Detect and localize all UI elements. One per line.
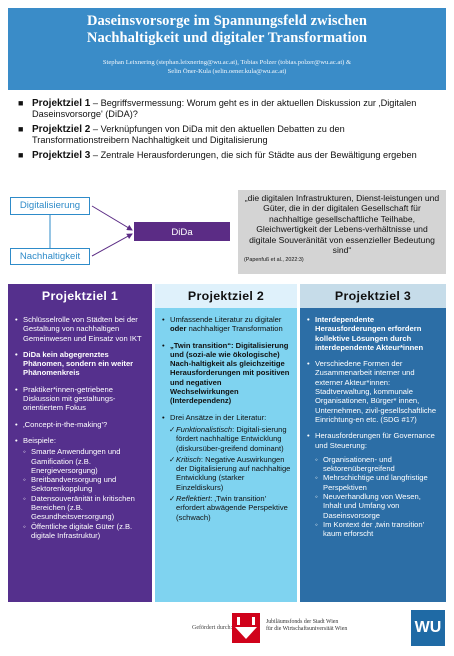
column-body xyxy=(155,308,297,522)
sub-bullet-icon: ✓ xyxy=(169,494,176,504)
item-emphasis: „Twin transition“: xyxy=(170,340,234,350)
authors xyxy=(18,58,436,76)
column-heading: Projektziel 3 xyxy=(300,284,446,308)
quote-text: „die digitalen Infrastrukturen, Dienst-leistungen und Güter, die in der digitalen Gesellschaft für nachhaltige gesellschaftliche Teilhabe, Gleichwertigkeit der Lebens-verhältnisse und digitale Souveränität von essenzieller Bedeutung sind“ xyxy=(244,193,440,256)
bullet-icon: • xyxy=(15,419,18,429)
bullet-icon: ■ xyxy=(18,149,24,160)
box-digitalisierung: Digitalisierung xyxy=(10,197,90,215)
list-item xyxy=(15,315,146,343)
item-text: Umfassende Literatur zu digitaler xyxy=(170,315,282,324)
sub-bullet-icon: ◦ xyxy=(23,493,26,503)
bullet-icon: • xyxy=(15,315,18,324)
goal-name: Projektziel 1 xyxy=(32,98,91,109)
item-text: Schlüsselrolle von Städten bei der Gestaltung von nachhaltigen Gemeinwesen und Einsatz von IKT xyxy=(23,315,142,343)
quote-source: (Papenfuß et al., 2022:3) xyxy=(244,257,304,264)
sub-item-text: : Negative Auswirkungen der Digitalisierung auf nachhaltige Entwicklung (starker Einzeldiskurs) xyxy=(176,454,291,492)
goal-item-2 xyxy=(18,124,438,146)
wu-logo-icon: WU xyxy=(411,610,445,646)
column-heading: Projektziel 1 xyxy=(8,284,152,308)
column-projektziel-3 xyxy=(300,284,446,602)
item-text: Praktiker*innen-getriebene Diskussion mit gestaltungs-orientiertem Fokus xyxy=(23,384,116,413)
list-item xyxy=(15,436,146,445)
sub-list-item xyxy=(307,520,440,539)
definition-quote xyxy=(238,190,446,274)
authors-line-2: Selin Öner-Kula (selin.oener.kula@wu.ac.at) xyxy=(167,68,287,75)
list-item xyxy=(162,341,291,406)
sub-bullet-icon: ◦ xyxy=(315,519,318,529)
bullet-icon: ■ xyxy=(18,123,24,134)
sub-bullet-icon: ◦ xyxy=(315,492,318,502)
goal-text: – Zentrale Herausforderungen, die sich für Städte aus der Bewältigung ergeben xyxy=(90,149,417,160)
item-text: Verschiedene Formen der Zusammenarbeit interner und externer Akteur*innen: Stadtverwaltung, kommunale Organisationen, Bürger* innen, Unternehmen, zivil-gesellschaftliche Einrichtung-en etc. (SDG #17) xyxy=(315,359,437,424)
bullet-icon: • xyxy=(15,349,18,359)
sub-list-item xyxy=(15,522,146,541)
list-item xyxy=(162,315,291,334)
project-goals-list xyxy=(18,98,438,165)
list-item xyxy=(307,315,440,352)
goal-item-3 xyxy=(18,150,438,161)
jubilaeumsfonds-text xyxy=(266,619,347,633)
sub-item-text: Smarte Anwendungen und Gamification (z.B. Energieversorgung) xyxy=(31,447,121,475)
column-heading: Projektziel 2 xyxy=(155,284,297,308)
sub-item-text: Breitbandversorgung und Sektorenkopplung xyxy=(31,475,117,494)
item-text: Beispiele: xyxy=(23,435,56,445)
bullet-icon: ■ xyxy=(18,98,24,108)
poster-title xyxy=(18,13,436,47)
concept-diagram xyxy=(8,188,234,272)
sub-list-item xyxy=(162,494,291,522)
sub-bullet-icon: ◦ xyxy=(23,475,26,485)
sub-item-text: Im Kontext der ‚twin transition' kaum erforscht xyxy=(323,519,425,539)
sub-bullet-icon: ◦ xyxy=(315,454,318,464)
sub-list-item xyxy=(307,455,440,474)
list-item xyxy=(15,420,146,429)
title-line-2: Nachhaltigkeit und digitaler Transformation xyxy=(86,30,368,46)
sub-bullet-icon: ◦ xyxy=(23,447,26,457)
item-text: Interdependente Herausforderungen erfordern kollektive Lösungen durch interdependente Akteur*innen xyxy=(315,315,424,352)
sub-list-item xyxy=(15,475,146,494)
jubi-line-1: Jubiläumsfonds der Stadt Wien xyxy=(266,619,339,625)
sub-bullet-icon: ✓ xyxy=(169,424,176,434)
goal-name: Projektziel 3 xyxy=(32,149,91,161)
bullet-icon: • xyxy=(15,435,18,445)
sub-item-text: Organisationen- und sektorenübergreifend xyxy=(323,454,395,474)
bullet-icon: • xyxy=(307,315,310,324)
goal-text: – Begriffsvermessung: Worum geht es in der aktuellen Diskussion zur ‚Digitalen Daseinsvorsorge' (DiDA)? xyxy=(32,98,417,120)
goal-item-1 xyxy=(18,98,438,120)
authors-line-1: Stephan Leixnering (stephan.leixnering@wu.ac.at), Tobias Polzer (tobias.polzer@wu.ac.at) & xyxy=(102,59,352,66)
column-projektziel-2 xyxy=(155,284,297,602)
title-line-1: Daseinsvorsorge im Spannungsfeld zwischen xyxy=(86,13,368,29)
list-item xyxy=(307,359,440,424)
poster-header xyxy=(8,8,446,90)
bullet-icon: • xyxy=(162,340,165,350)
sub-item-label: Kritisch xyxy=(176,454,201,464)
bullet-icon: • xyxy=(162,412,165,422)
box-dida: DiDa xyxy=(134,222,230,241)
sub-bullet-icon: ✓ xyxy=(169,454,176,464)
sub-list-item xyxy=(15,447,146,475)
stadt-wien-logo-icon xyxy=(232,613,260,643)
sub-item-label: Funktionalistisch xyxy=(176,424,233,434)
bullet-icon: • xyxy=(15,384,18,394)
goal-text: – Verknüpfungen von DiDa mit den aktuellen Debatten zu den Transformationstreibern Nachhaltigkeit und Digitalisierung xyxy=(32,123,345,146)
sub-list-item xyxy=(307,473,440,492)
list-item xyxy=(307,431,440,450)
sub-item-text: Neuverhandlung von Wesen, Inhalt und Umfang von Daseinsvorsorge xyxy=(323,492,421,520)
sub-bullet-icon: ◦ xyxy=(23,521,26,531)
item-text: nachhaltiger Transformation xyxy=(186,324,283,334)
bullet-icon: • xyxy=(307,359,310,369)
sub-item-label: Reflektiert xyxy=(176,494,211,504)
sub-list-item xyxy=(162,455,291,492)
item-text: ‚Concept-in-the-making'? xyxy=(23,419,108,429)
sub-list-item xyxy=(307,492,440,520)
item-text: Digitalisierung und (sozi-ale wie ökologische) Nach-haltigkeit als gleichzeitige Herausforderungen mit positiven und negativen Wechselwirkungen (Interdependenz) xyxy=(170,340,290,406)
item-text: DiDa kein abgegrenztes Phänomen, sondern ein weiter Phänomenkreis xyxy=(23,349,134,378)
list-item xyxy=(162,413,291,422)
jubi-line-2: für die Wirtschaftsuniversität Wien xyxy=(266,626,348,632)
item-emphasis: oder xyxy=(170,324,187,334)
sub-item-text: : ‚Twin transition' erfordert abwägende Perspektive (schwach) xyxy=(176,494,288,522)
bullet-icon: • xyxy=(162,315,165,324)
arrow-digitalisierung-dida xyxy=(92,206,132,230)
item-text: Herausforderungen für Governance und Steuerung: xyxy=(315,431,435,450)
column-body xyxy=(8,308,152,540)
list-item xyxy=(15,385,146,413)
list-item xyxy=(15,350,146,378)
sub-item-text: Öffentliche digitale Güter (z.B. digitale Infrastruktur) xyxy=(31,521,133,540)
poster-footer xyxy=(8,607,446,649)
box-nachhaltigkeit: Nachhaltigkeit xyxy=(10,248,90,265)
sub-item-text: Mehrschichtige und langfristige Perspektiven xyxy=(323,473,428,492)
sub-item-text: Datensouveränität in kritischen Bereichen (z.B. Gesundheitsversorgung) xyxy=(31,493,135,522)
logo-mark xyxy=(235,627,257,639)
column-projektziel-1 xyxy=(8,284,152,602)
sub-list-item xyxy=(15,494,146,522)
column-body xyxy=(300,308,446,539)
funded-by-label: Gefördert durch: xyxy=(192,625,233,631)
arrow-nachhaltigkeit-dida xyxy=(92,234,132,256)
logo-mark xyxy=(237,617,255,625)
sub-bullet-icon: ◦ xyxy=(315,473,318,483)
goal-name: Projektziel 2 xyxy=(32,123,91,135)
sub-item-text: : Digitali-sierung fördert nachhaltige Entwicklung (diskursüber-greifend dominant) xyxy=(176,424,287,453)
sub-list-item xyxy=(162,425,291,453)
bullet-icon: • xyxy=(307,431,310,441)
item-text: Drei Ansätze in der Literatur: xyxy=(170,412,267,422)
